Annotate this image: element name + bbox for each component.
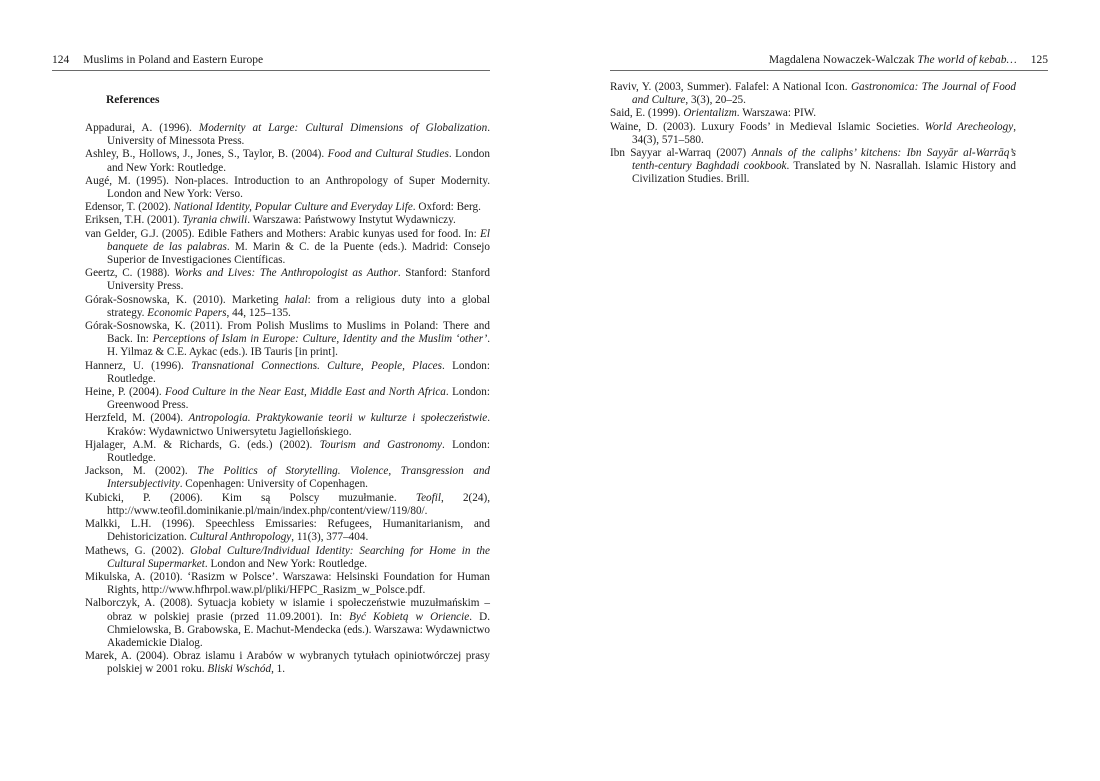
reference-text: Augé, M. (1995). Non-places. Introduction to an Anthropology of Super Modernity. London and New York: Verso. [85,174,490,201]
reference-entry [85,571,490,597]
reference-text: . Warszawa: Państwowy Instytut Wydawniczy. [247,214,456,227]
reference-text: Appadurai, A. (1996). [85,122,199,134]
reference-title: Antropologia. Praktykowanie teorii w kulturze i społeczeństwie [188,412,488,425]
reference-text: Herzfeld, M. (2004). [85,412,189,425]
reference-text: Kubicki, P. (2006). Kim są Polscy muzułmanie. [85,491,416,504]
reference-title: Bliski Wschód [207,663,272,676]
reference-title: The Politics of Storytelling. Violence, Transgression and Intersubjectivity [107,465,491,491]
reference-text: . London and New York: Routledge. [204,557,368,570]
reference-title: Perceptions of Islam in Europe: Culture, Identity and the Muslim ‘other’ [152,333,488,346]
left-running-header [52,52,490,71]
reference-text: . Stanford: Stanford University Press. [107,267,490,293]
reference-entry [610,121,1016,147]
reference-list-right [610,81,1016,187]
reference-title: Cultural Anthropology [189,531,292,544]
reference-text: Hannerz, U. (1996). [85,359,192,372]
reference-text: Ashley, B., Hollows, J., Jones, S., Taylor, B. (2004). [85,148,328,161]
right-running-head-title: The world of kebab… [917,54,1017,66]
right-running-header [610,52,1048,71]
reference-text: Geertz, C. (1988). [85,267,175,280]
reference-entry [610,107,1016,120]
reference-text: . London and New York: Routledge. [107,148,490,174]
reference-title: Modernity at Large: Cultural Dimensions of Globalization [198,122,488,134]
reference-text: Ibn Sayyar al-Warraq (2007) [610,147,752,160]
reference-entry [85,148,490,174]
reference-text: Hjalager, A.M. & Richards, G. (eds.) (2002). [85,438,320,451]
reference-text: , 34(3), 571–580. [632,120,1016,146]
reference-entry [85,214,490,227]
reference-title: Transnational Connections. Culture, People, Places [191,359,442,372]
reference-text: , 1. [271,663,286,676]
reference-title: Works and Lives: The Anthropologist as Author [174,267,398,280]
reference-text: Górak-Sosnowska, K. (2011). From Polish Muslims to Muslims in Poland: There and Back. In: [85,320,490,346]
reference-entry [85,465,490,491]
left-page-number: 124 [52,54,70,66]
reference-entry [85,545,490,571]
reference-text: Heine, P. (2004). [85,386,166,399]
reference-entry [85,267,490,293]
reference-text: . H. Yilmaz & C.E. Aykac (eds.). IB Tauris [in print]. [107,333,490,359]
reference-text: Said, E. (1999). [610,107,684,120]
reference-text: Eriksen, T.H. (2001). [85,214,183,227]
reference-text: . D. Chmielowska, B. Grabowska, E. Machut-Mendecka (eds.). Warszawa: Wydawnictwo Akademickie Dialog. [107,610,490,649]
reference-entry [85,175,490,201]
reference-text: Mikulska, A. (2010). ‘Rasizm w Polsce’. Warszawa: Helsinski Foundation for Human Rights, http://www.hfhrpol.waw.pl/pliki/HFPC_Rasizm_w_Polsce.pdf. [85,570,490,597]
reference-entry [85,412,490,438]
reference-entry [85,597,490,650]
reference-text: . Warszawa: PIW. [736,107,817,120]
reference-text: . University of Minessota Press. [107,122,490,148]
reference-text: , 11(3), 377–404. [291,531,369,544]
reference-text: van Gelder, G.J. (2005). Edible Fathers and Mothers: Arabic kunyas used for food. In: [85,227,481,240]
reference-text: . London: Routledge. [107,438,490,465]
reference-text: . Kraków: Wydawnictwo Uniwersytetu Jagiellońskiego. [107,412,490,438]
reference-text: . London: Routledge. [107,359,490,385]
reference-text: , 3(3), 20–25. [685,94,746,107]
reference-entry [85,122,490,148]
reference-entry [85,360,490,386]
reference-text: . Copenhagen: University of Copenhagen. [179,478,368,491]
reference-title: Annals of the caliphs’ kitchens: Ibn Sayyār al-Warrāq’s tenth-century Baghdadi cookbook [632,147,1017,173]
reference-title: Teofil [415,491,441,504]
reference-title: Orientalizm [683,107,737,120]
reference-entry [85,201,490,214]
reference-entry [610,147,1016,187]
reference-text: Edensor, T. (2002). [85,201,174,214]
reference-entry [85,518,490,544]
reference-text: . Oxford: Berg. [412,201,481,214]
reference-title: Food Culture in the Near East, Middle East and North Africa [165,386,446,399]
reference-text: . Translated by N. Nasrallah. Islamic History and Civilization Studies. Brill. [632,160,1016,186]
reference-title: El banquete de las palabras [107,227,490,253]
left-running-head-title: Muslims in Poland and Eastern Europe [83,54,264,66]
reference-entry [85,228,490,268]
reference-entry [85,294,490,320]
reference-text: . London: Greenwood Press. [107,386,490,412]
reference-title: halal [284,293,308,306]
reference-title: Gastronomica: The Journal of Food and Culture [632,81,1016,107]
reference-text: Raviv, Y. (2003, Summer). Falafel: A National Icon. [610,81,851,93]
reference-list-left [85,122,490,677]
reference-text: Mathews, G. (2002). [85,544,190,557]
reference-title: Food and Cultural Studies [327,148,449,161]
reference-entry [85,386,490,412]
reference-text: Górak-Sosnowska, K. (2010). Marketing [85,293,285,306]
right-page-number: 125 [1030,54,1048,66]
reference-entry [610,81,1016,107]
reference-entry [85,320,490,360]
reference-text: : from a religious duty into a global strategy. [107,293,490,319]
reference-entry [85,439,490,465]
reference-text: Jackson, M. (2002). [85,465,198,478]
reference-title: World Arecheology [924,120,1014,133]
reference-title: Economic Papers [147,306,227,319]
reference-text: Nalborczyk, A. (2008). Sytuacja kobiety w islamie i społeczeństwie muzułmańskim – obraz w polskiej prasie (przed 11.09.2001). In: [85,597,490,623]
right-running-head-author: Magdalena Nowaczek-Walczak [768,54,915,66]
reference-entry [85,492,490,518]
reference-title: Global Culture/Individual Identity: Searching for Home in the Cultural Supermarket [107,544,490,570]
reference-entry [85,650,490,676]
reference-text: , 2(24), http://www.teofil.dominikanie.pl/main/index.php/content/view/119/80/. [107,491,490,517]
reference-text: Waine, D. (2003). Luxury Foods’ in Medieval Islamic Societies. [610,120,925,133]
reference-text: Malkki, L.H. (1996). Speechless Emissaries: Refugees, Humanitarianism, and Dehistoricization. [85,518,490,544]
reference-title: Tourism and Gastronomy [319,438,443,451]
reference-title: Być Kobietą w Oriencie [349,610,470,623]
reference-text: . M. Marin & C. de la Puente (eds.). Madrid: Consejo Superior de Investigaciones Científicas. [107,240,490,267]
reference-title: National Identity, Popular Culture and Everyday Life [173,201,413,214]
reference-text: Marek, A. (2004). Obraz islamu i Arabów w wybranych tytułach opiniotwórczej prasy polskiej w 2001 roku. [85,650,490,676]
reference-text: , 44, 125–135. [226,306,291,319]
references-heading: References [106,94,160,106]
reference-title: Tyrania chwili [182,214,248,227]
